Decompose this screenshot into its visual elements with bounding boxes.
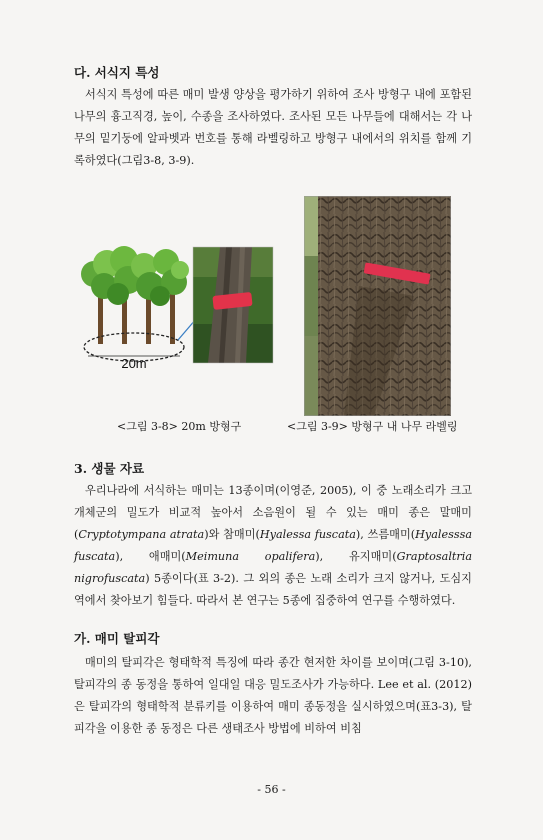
figure-caption-3-8: <그림 3-8> 20m 방형구 bbox=[117, 420, 242, 433]
habitat-paragraph-text: 서식지 특성에 따른 매미 발생 양상을 평가하기 위하여 조사 방형구 내에 포함된 나무의 흉고직경, 높이, 수종을 조사하였다. 조사된 모든 나무들에 대해서는 각 나무의 밑기둥에 알파벳과 번호를 통해 라벨링하고 방형구 내에서의 위치를 함께 기록하였다(그림3-8, 3-9). bbox=[74, 88, 472, 167]
exuviae-paragraph bbox=[74, 652, 472, 740]
text-run: 우리나라에 서식하는 매미는 13종이며(이영준, 2005), 이 중 노래소리가 크고 개체군의 밀도가 비교적 높아서 소음원이 될 수 있는 매미 종은 말매미( bbox=[74, 484, 472, 541]
text-run: ) 5종이다(표 3-2). 그 외의 종은 노래 소리가 크지 않거나, 도심지역에서 찾아보기 힘들다. 따라서 본 연구는 5종에 집중하여 연구를 수행하였다. bbox=[74, 572, 472, 607]
section-heading-exuviae: 가. 매미 탈피각 bbox=[74, 631, 160, 646]
text-run: ), 유지매미( bbox=[315, 550, 397, 563]
figure-tree-labeling-photo bbox=[304, 196, 451, 416]
text-run: )와 참매미( bbox=[204, 528, 260, 541]
figure-caption-3-9: <그림 3-9> 방형구 내 나무 라벨링 bbox=[287, 420, 458, 433]
species-name: Hyalessa fuscata bbox=[259, 528, 356, 541]
tree-cluster-illustration bbox=[81, 246, 189, 344]
text-run: ), 쓰름매미( bbox=[355, 528, 416, 541]
page-number: - 56 - bbox=[257, 783, 286, 796]
species-name: Graptosaltria nigrofuscata bbox=[74, 550, 472, 585]
species-name: Meimuna opalifera bbox=[185, 550, 316, 563]
scale-label: 20m bbox=[121, 356, 147, 371]
exuviae-paragraph-text: 매미의 탈피각은 형태학적 특징에 따라 종간 현저한 차이를 보이며(그림 3-10), 탈피각의 종 동정을 통하여 일대일 대응 밀도조사가 가능하다. Lee et al. (2012)은 탈피각의 형태학적 분류키를 이용하여 매미 종동정을 실시하였으며(표3-3), 탈피각을 이용한 종 동정은 다른 생태조사 방법에 비하여 비침 bbox=[74, 656, 472, 735]
text-run: ), 애매미( bbox=[115, 550, 186, 563]
section-heading-biological-data: 3. 생물 자료 bbox=[74, 461, 145, 476]
habitat-paragraph bbox=[74, 84, 472, 172]
species-name: Cryptotympana atrata bbox=[78, 528, 205, 541]
figure-quadrat-20m bbox=[80, 244, 280, 374]
species-name: Hyalesssa fuscata bbox=[74, 528, 472, 563]
biological-data-paragraph bbox=[74, 480, 472, 612]
tree-label-photo bbox=[193, 247, 273, 363]
section-heading-habitat: 다. 서식지 특성 bbox=[74, 65, 160, 80]
